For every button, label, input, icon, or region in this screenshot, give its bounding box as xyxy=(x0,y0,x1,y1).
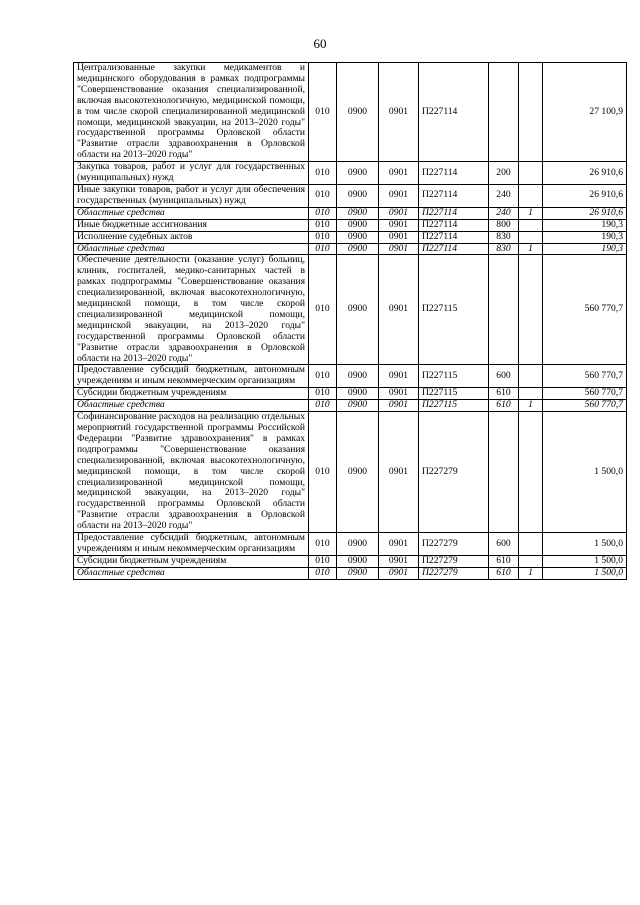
cell-section-code: 0900 xyxy=(337,400,379,412)
cell-subsection-code: 0901 xyxy=(379,533,419,556)
cell-section-code: 0900 xyxy=(337,567,379,579)
cell-subsection-code: 0901 xyxy=(379,219,419,231)
cell-funding-source: 1 xyxy=(519,243,543,255)
cell-ministry-code: 010 xyxy=(309,162,337,185)
cell-ministry-code: 010 xyxy=(309,207,337,219)
cell-target-article: П227279 xyxy=(419,412,489,533)
cell-target-article: П227115 xyxy=(419,400,489,412)
cell-subsection-code: 0901 xyxy=(379,388,419,400)
cell-expense-type: 830 xyxy=(489,231,519,243)
cell-expense-type xyxy=(489,63,519,162)
cell-description: Областные средства xyxy=(74,207,309,219)
cell-subsection-code: 0901 xyxy=(379,567,419,579)
table-row xyxy=(74,63,627,162)
cell-section-code: 0900 xyxy=(337,555,379,567)
cell-target-article: П227115 xyxy=(419,255,489,365)
cell-funding-source xyxy=(519,63,543,162)
cell-funding-source xyxy=(519,365,543,388)
cell-description: Закупка товаров, работ и услуг для государственных (муниципальных) нужд xyxy=(74,162,309,185)
cell-ministry-code: 010 xyxy=(309,243,337,255)
table-row xyxy=(74,243,627,255)
cell-section-code: 0900 xyxy=(337,412,379,533)
cell-amount: 560 770,7 xyxy=(543,255,627,365)
cell-subsection-code: 0901 xyxy=(379,255,419,365)
cell-ministry-code: 010 xyxy=(309,388,337,400)
cell-funding-source xyxy=(519,184,543,207)
table-row xyxy=(74,412,627,533)
cell-target-article: П227115 xyxy=(419,388,489,400)
cell-ministry-code: 010 xyxy=(309,219,337,231)
cell-description: Централизованные закупки медикаментов и медицинского оборудования в рамках подпрограммы "Совершенствование оказания специализированной, включая высокотехнологичную, медицинской помощи, в том числе скорой специализированной медицинской помощи, медицинской эвакуации, на 2013–2020 годы" государственной программы Орловской области "Развитие отрасли здравоохранения в Орловской области на 2013–2020 годы" xyxy=(74,63,309,162)
cell-target-article: П227114 xyxy=(419,63,489,162)
cell-funding-source: 1 xyxy=(519,400,543,412)
table-row xyxy=(74,219,627,231)
cell-expense-type: 610 xyxy=(489,555,519,567)
cell-description: Предоставление субсидий бюджетным, автономным учреждениям и иным некоммерческим организациям xyxy=(74,533,309,556)
cell-section-code: 0900 xyxy=(337,231,379,243)
cell-description: Областные средства xyxy=(74,400,309,412)
cell-description: Софинансирование расходов на реализацию отдельных мероприятий государственной программы Российской Федерации "Развитие здравоохранения" в рамках подпрограммы "Совершенствование оказания специализированной, включая высокотехнологичную, медицинской помощи, в том числе скорой специализированной медицинской помощи, медицинской эвакуации, на 2013–2020 годы" государственной программы Орловской области "Развитие отрасли здравоохранения в Орловской области на 2013–2020 годы" xyxy=(74,412,309,533)
cell-description: Областные средства xyxy=(74,243,309,255)
cell-description: Областные средства xyxy=(74,567,309,579)
cell-amount: 1 500,0 xyxy=(543,567,627,579)
cell-description: Исполнение судебных актов xyxy=(74,231,309,243)
cell-description: Иные закупки товаров, работ и услуг для обеспечения государственных (муниципальных) нужд xyxy=(74,184,309,207)
cell-section-code: 0900 xyxy=(337,388,379,400)
cell-expense-type: 800 xyxy=(489,219,519,231)
cell-subsection-code: 0901 xyxy=(379,63,419,162)
cell-amount: 190,3 xyxy=(543,243,627,255)
cell-target-article: П227279 xyxy=(419,533,489,556)
cell-target-article: П227114 xyxy=(419,207,489,219)
cell-expense-type: 600 xyxy=(489,365,519,388)
cell-section-code: 0900 xyxy=(337,162,379,185)
cell-target-article: П227114 xyxy=(419,243,489,255)
cell-funding-source: 1 xyxy=(519,207,543,219)
cell-expense-type: 240 xyxy=(489,184,519,207)
cell-section-code: 0900 xyxy=(337,533,379,556)
cell-description: Обеспечение деятельности (оказание услуг) больниц, клиник, госпиталей, медико-санитарных частей в рамках подпрограммы "Совершенствование оказания специализированной, включая высокотехнологичную, медицинской помощи, в том числе скорой специализированной медицинской помощи, медицинской эвакуации, на 2013–2020 годы" государственной программы Орловской области "Развитие отрасли здравоохранения в Орловской области на 2013–2020 годы" xyxy=(74,255,309,365)
cell-subsection-code: 0901 xyxy=(379,243,419,255)
cell-amount: 1 500,0 xyxy=(543,412,627,533)
cell-subsection-code: 0901 xyxy=(379,400,419,412)
cell-amount: 26 910,6 xyxy=(543,184,627,207)
cell-expense-type: 240 xyxy=(489,207,519,219)
cell-ministry-code: 010 xyxy=(309,255,337,365)
cell-ministry-code: 010 xyxy=(309,63,337,162)
page-number: 60 xyxy=(313,36,327,51)
cell-amount: 560 770,7 xyxy=(543,365,627,388)
table-row xyxy=(74,555,627,567)
cell-subsection-code: 0901 xyxy=(379,365,419,388)
cell-ministry-code: 010 xyxy=(309,412,337,533)
cell-ministry-code: 010 xyxy=(309,567,337,579)
cell-expense-type: 610 xyxy=(489,567,519,579)
cell-funding-source xyxy=(519,255,543,365)
cell-ministry-code: 010 xyxy=(309,533,337,556)
table-row xyxy=(74,365,627,388)
cell-amount: 26 910,6 xyxy=(543,162,627,185)
cell-subsection-code: 0901 xyxy=(379,162,419,185)
cell-expense-type: 600 xyxy=(489,533,519,556)
cell-section-code: 0900 xyxy=(337,184,379,207)
cell-expense-type: 200 xyxy=(489,162,519,185)
cell-amount: 1 500,0 xyxy=(543,533,627,556)
cell-funding-source: 1 xyxy=(519,567,543,579)
table-row xyxy=(74,231,627,243)
cell-target-article: П227114 xyxy=(419,231,489,243)
table-row xyxy=(74,255,627,365)
cell-funding-source xyxy=(519,412,543,533)
cell-section-code: 0900 xyxy=(337,63,379,162)
cell-ministry-code: 010 xyxy=(309,400,337,412)
cell-section-code: 0900 xyxy=(337,207,379,219)
cell-funding-source xyxy=(519,162,543,185)
cell-funding-source xyxy=(519,533,543,556)
cell-target-article: П227115 xyxy=(419,365,489,388)
cell-subsection-code: 0901 xyxy=(379,207,419,219)
cell-subsection-code: 0901 xyxy=(379,555,419,567)
cell-description: Субсидии бюджетным учреждениям xyxy=(74,555,309,567)
cell-target-article: П227114 xyxy=(419,219,489,231)
cell-amount: 26 910,6 xyxy=(543,207,627,219)
cell-ministry-code: 010 xyxy=(309,231,337,243)
cell-target-article: П227279 xyxy=(419,567,489,579)
cell-expense-type xyxy=(489,412,519,533)
cell-funding-source xyxy=(519,231,543,243)
cell-target-article: П227279 xyxy=(419,555,489,567)
cell-ministry-code: 010 xyxy=(309,365,337,388)
table-body xyxy=(74,63,627,580)
cell-expense-type xyxy=(489,255,519,365)
cell-target-article: П227114 xyxy=(419,184,489,207)
cell-expense-type: 610 xyxy=(489,388,519,400)
cell-expense-type: 610 xyxy=(489,400,519,412)
cell-ministry-code: 010 xyxy=(309,184,337,207)
cell-description: Субсидии бюджетным учреждениям xyxy=(74,388,309,400)
cell-description: Предоставление субсидий бюджетным, автономным учреждениям и иным некоммерческим организациям xyxy=(74,365,309,388)
cell-amount: 1 500,0 xyxy=(543,555,627,567)
cell-amount: 560 770,7 xyxy=(543,400,627,412)
table-row xyxy=(74,567,627,579)
cell-subsection-code: 0901 xyxy=(379,184,419,207)
cell-amount: 190,3 xyxy=(543,219,627,231)
table-row xyxy=(74,162,627,185)
cell-description: Иные бюджетные ассигнования xyxy=(74,219,309,231)
cell-subsection-code: 0901 xyxy=(379,231,419,243)
budget-table xyxy=(73,62,627,580)
table-row xyxy=(74,207,627,219)
cell-section-code: 0900 xyxy=(337,255,379,365)
table-row xyxy=(74,533,627,556)
cell-amount: 190,3 xyxy=(543,231,627,243)
cell-expense-type: 830 xyxy=(489,243,519,255)
cell-section-code: 0900 xyxy=(337,365,379,388)
cell-section-code: 0900 xyxy=(337,243,379,255)
cell-amount: 560 770,7 xyxy=(543,388,627,400)
cell-amount: 27 100,9 xyxy=(543,63,627,162)
cell-funding-source xyxy=(519,388,543,400)
cell-section-code: 0900 xyxy=(337,219,379,231)
cell-funding-source xyxy=(519,219,543,231)
cell-funding-source xyxy=(519,555,543,567)
table-row xyxy=(74,400,627,412)
table-row xyxy=(74,184,627,207)
cell-target-article: П227114 xyxy=(419,162,489,185)
cell-subsection-code: 0901 xyxy=(379,412,419,533)
cell-ministry-code: 010 xyxy=(309,555,337,567)
table-row xyxy=(74,388,627,400)
